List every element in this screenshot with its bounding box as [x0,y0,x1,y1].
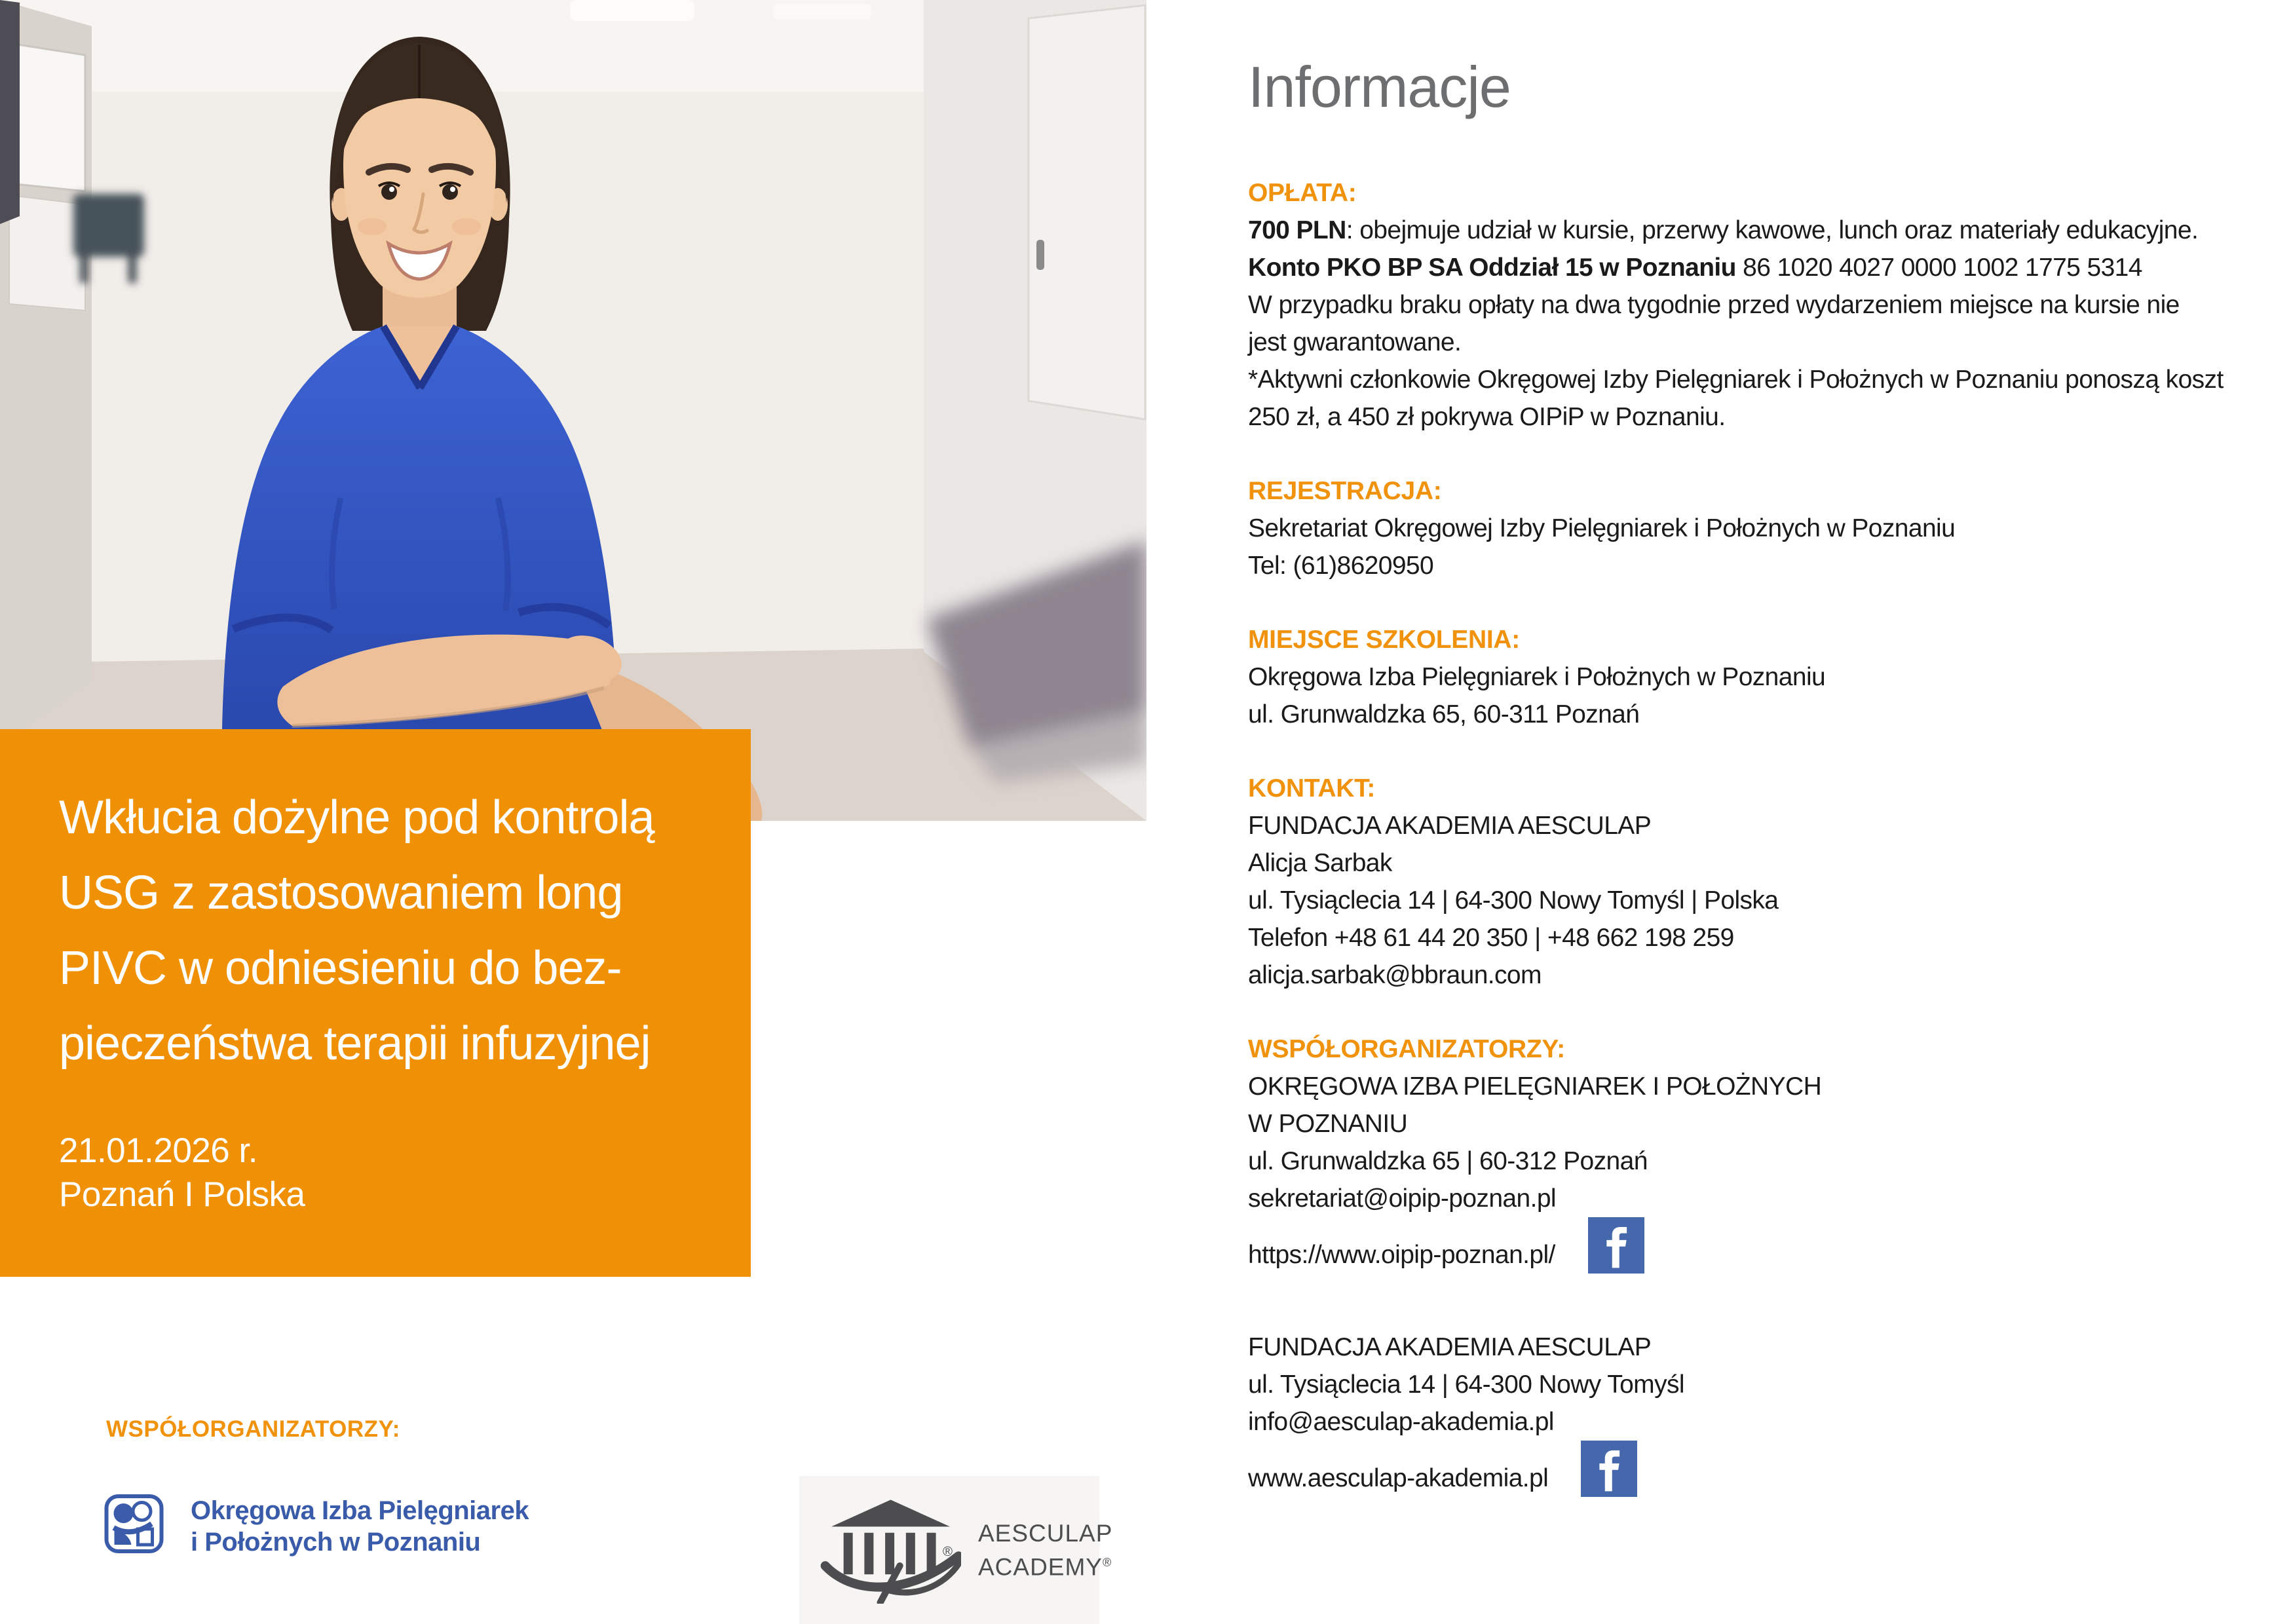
text-line: OKRĘGOWA IZBA PIELĘGNIAREK I POŁOŻNYCH [1248,1072,1822,1101]
contact-person: Alicja Sarbak [1248,848,1392,877]
text-line: Sekretariat Okręgowej Izby Pielęgniarek i Położnych w Poznaniu [1248,514,1956,542]
ceiling-light [773,4,871,20]
page-title: Informacje [1248,54,1511,119]
phone-number: Tel: (61)8620950 [1248,551,1434,580]
text-line: W POZNANIU [1248,1109,1408,1138]
door-handle [1036,240,1044,270]
coorganizers-label: WSPÓŁORGANIZATORZY: [106,1416,400,1442]
hospital-corridor-nurse-photo [0,0,1146,821]
oipip-logo-icon [104,1494,164,1557]
registered-mark: ® [942,1543,953,1559]
aesculap-line2: ACADEMY® [978,1553,1112,1581]
event-title-line: PIVC w odniesieniu do bez- [59,942,622,994]
event-date: 21.01.2026 r. [59,1131,257,1170]
website-link[interactable]: https://www.oipip-poznan.pl/ [1248,1240,1555,1269]
oipip-logo-line2: i Położnych w Poznaniu [191,1528,481,1557]
text-line: FUNDACJA AKADEMIA AESCULAP [1248,1332,1652,1361]
section-fundacja-aesculap [1248,1329,2291,1497]
text-line: *Aktywni członkowie Okręgowej Izby Pielęgniarek i Położnych w Poznaniu ponoszą koszt [1248,365,2224,394]
text-line: FUNDACJA AKADEMIA AESCULAP [1248,811,1652,840]
section-header: REJESTRACJA: [1248,476,1442,505]
event-title-line: USG z zastosowaniem long [59,867,623,919]
text-line: 700 PLN: obejmuje udział w kursie, przerwy kawowe, lunch oraz materiały edukacyjne. [1248,216,2199,244]
event-location: Poznań I Polska [59,1175,305,1214]
wall-frame [9,43,85,191]
website-row [1248,1217,2291,1274]
info-column [1248,56,2291,1497]
section-header: KONTAKT: [1248,774,1376,803]
aesculap-academy-text [978,1519,1112,1581]
address-line: ul. Tysiąclecia 14 | 64-300 Nowy Tomyśl | Polska [1248,886,1779,915]
text-line: Konto PKO BP SA Oddział 15 w Poznaniu 86 1020 4027 0000 1002 1775 5314 [1248,253,2142,282]
address-line: ul. Tysiąclecia 14 | 64-300 Nowy Tomyśl [1248,1370,1684,1399]
oipip-logo [104,1494,529,1558]
email-link[interactable]: info@aesculap-akademia.pl [1248,1407,1554,1436]
dark-frame-edge [0,0,20,224]
temple-icon [820,1494,961,1607]
address-line: ul. Grunwaldzka 65, 60-311 Poznań [1248,700,1640,728]
event-title-panel [0,729,751,1277]
aesculap-academy-logo [799,1476,1113,1624]
section-header: OPŁATA: [1248,178,1357,207]
section-miejsce-szkolenia [1248,621,2291,733]
hero-photo [0,0,1146,821]
oipip-logo-line1: Okręgowa Izba Pielęgniarek [191,1496,529,1525]
text-line: 250 zł, a 450 zł pokrywa OIPiP w Poznaniu. [1248,402,1726,431]
corridor-door [1029,5,1145,419]
event-title [59,780,718,1082]
ceiling-light [570,0,694,21]
phone-number: Telefon +48 61 44 20 350 | +48 662 198 259 [1248,923,1734,952]
section-wspolorganizatorzy [1248,1030,2291,1274]
text-line: W przypadku braku opłaty na dwa tygodnie przed wydarzeniem miejsce na kursie nie [1248,290,2180,319]
address-line: ul. Grunwaldzka 65 | 60-312 Poznań [1248,1146,1648,1175]
aesculap-line1: AESCULAP [978,1519,1113,1547]
email-link[interactable]: sekretariat@oipip-poznan.pl [1248,1184,1556,1213]
event-title-line: Wkłucia dożylne pod kontrolą [59,791,654,844]
website-link[interactable]: www.aesculap-akademia.pl [1248,1463,1549,1492]
facebook-icon[interactable] [1581,1441,1637,1497]
text-line: Okręgowa Izba Pielęgniarek i Położnych w Poznaniu [1248,662,1826,691]
section-header: MIEJSCE SZKOLENIA: [1248,625,1520,654]
section-rejestracja [1248,472,2291,584]
event-date-location [59,1129,718,1217]
email-link[interactable]: alicja.sarbak@bbraun.com [1248,960,1542,989]
event-title-line: pieczeństwa terapii infuzyjnej [59,1017,651,1070]
text-line: jest gwarantowane. [1248,328,1462,356]
section-kontakt [1248,770,2291,994]
section-oplata [1248,174,2291,436]
section-header: WSPÓŁORGANIZATORZY: [1248,1034,1565,1063]
facebook-icon[interactable] [1588,1217,1644,1274]
oipip-logo-text [191,1494,529,1558]
website-row [1248,1441,2291,1497]
